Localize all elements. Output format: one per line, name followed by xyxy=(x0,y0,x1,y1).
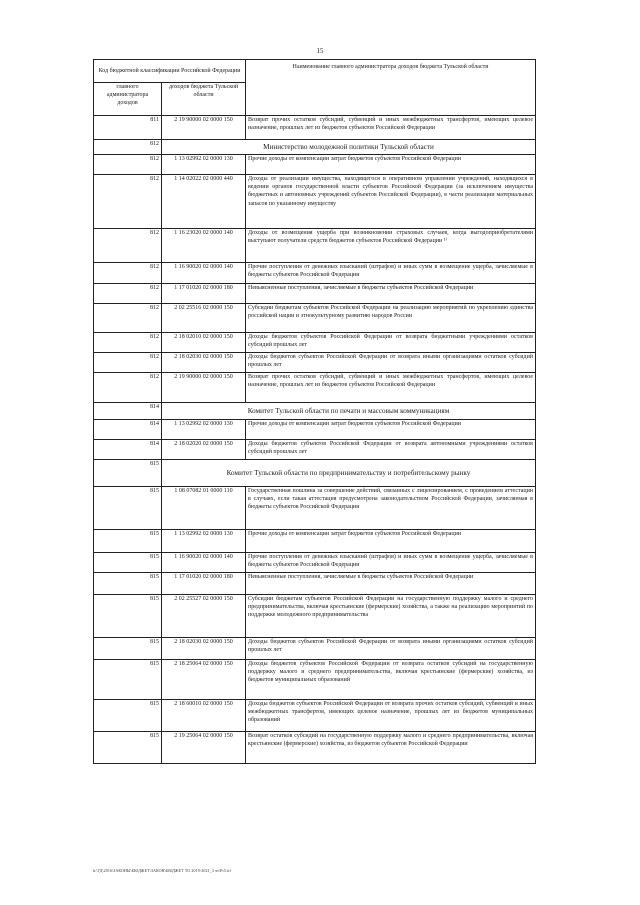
admin-code-cell: 812 xyxy=(94,373,162,403)
admin-code-cell: 815 xyxy=(94,573,162,595)
income-code-cell: 2 18 02010 02 0000 150 xyxy=(162,333,246,353)
admin-code-cell: 812 xyxy=(94,284,162,304)
table-row xyxy=(94,155,536,175)
ministry-title: Комитет Тульской области по предпринимательству и потребительскому рынку xyxy=(162,460,536,487)
income-description-cell: Прочие доходы от компенсации затрат бюджетов субъектов Российской Федерации xyxy=(246,155,536,175)
income-code-cell: 2 19 25064 02 0000 150 xyxy=(162,732,246,764)
table-row xyxy=(94,573,536,595)
table-row xyxy=(94,353,536,373)
admin-code-cell: 814 xyxy=(94,403,162,420)
admin-code-cell: 812 xyxy=(94,140,162,155)
admin-code-cell: 815 xyxy=(94,553,162,573)
ministry-title: Министерство молодежной политики Тульской области xyxy=(162,140,536,155)
income-administrators-table xyxy=(93,59,536,764)
page-number: 15 xyxy=(316,47,324,55)
admin-code-cell: 812 xyxy=(94,333,162,353)
admin-code-cell: 812 xyxy=(94,263,162,284)
income-description-cell: Субсидии бюджетам субъектов Российской Федерации на реализацию мероприятий по укреплению единства российской нации и этнокультурному развитию народов России xyxy=(246,304,536,333)
income-description-cell: Невыясненные поступления, зачисляемые в бюджеты субъектов Российской Федерации xyxy=(246,284,536,304)
header-budget-income: доходов бюджета Тульской области xyxy=(162,83,246,116)
income-description-cell: Возврат прочих остатков субсидий, субвенций и иных межбюджетных трансфертов, имеющих целевое назначение, прошлых лет из бюджетов субъектов Российской Федерации xyxy=(246,373,536,403)
income-code-cell: 2 02 25527 02 0000 150 xyxy=(162,595,246,638)
table-row xyxy=(94,304,536,333)
table-row xyxy=(94,373,536,403)
table-body xyxy=(94,116,536,764)
header-administrator-name: Наименование главного администратора доходов бюджета Тульской области xyxy=(246,60,536,116)
ministry-header-row xyxy=(94,460,536,487)
table-row xyxy=(94,638,536,660)
ministry-header-row xyxy=(94,140,536,155)
ministry-title: Комитет Тульской области по печати и массовым коммуникациям xyxy=(162,403,536,420)
admin-code-cell: 815 xyxy=(94,530,162,553)
income-description-cell: Возврат прочих остатков субсидий, субвенций и иных межбюджетных трансфертов, имеющих целевое назначение, прошлых лет из бюджетов субъектов Российской Федерации xyxy=(246,116,536,140)
income-description-cell: Доходы бюджетов субъектов Российской Федерации от возврата прочих остатков субсидий, субвенций и иных межбюджетных трансфертов, имеющих целевое назначение, прошлых лет из бюджетов муниципальных образований xyxy=(246,700,536,732)
income-description-cell: Доходы бюджетов субъектов Российской Федерации от возврата бюджетными учреждениями остатков субсидий прошлых лет xyxy=(246,333,536,353)
table-row xyxy=(94,420,536,440)
income-description-cell: Прочие поступления от денежных взысканий (штрафов) и иных сумм в возмещение ущерба, зачисляемые в бюджеты субъектов Российской Федерации xyxy=(246,263,536,284)
admin-code-cell: 815 xyxy=(94,732,162,764)
table-row xyxy=(94,530,536,553)
header-main-administrator: главного администратора доходов xyxy=(94,83,162,116)
income-code-cell: 1 16 90020 02 0000 140 xyxy=(162,553,246,573)
footer-file-path: h:\ГД\2016\ЗАКОНЫ\БЮДЖЕТ\ЗАКОН\БЮДЖЕТ ТО 2019-2021_3 чт\Pr5.tif xyxy=(93,868,231,873)
admin-code-cell: 811 xyxy=(94,116,162,140)
admin-code-cell: 812 xyxy=(94,353,162,373)
income-description-cell: Прочие доходы от компенсации затрат бюджетов субъектов Российской Федерации xyxy=(246,530,536,553)
income-code-cell: 1 13 02992 02 0000 130 xyxy=(162,420,246,440)
table-row xyxy=(94,116,536,140)
income-code-cell: 2 19 90000 02 0000 150 xyxy=(162,116,246,140)
income-description-cell: Доходы бюджетов субъектов Российской Федерации от возврата иными организациями остатков субсидий прошлых лет xyxy=(246,638,536,660)
income-code-cell: 2 18 60010 02 0000 150 xyxy=(162,700,246,732)
income-description-cell: Доходы бюджетов субъектов Российской Федерации от возврата остатков субсидий на государственную поддержку малого и среднего предпринимательства, включая крестьянские (фермерские) хозяйства, из бюджетов муниципальных образований xyxy=(246,660,536,700)
ministry-header-row xyxy=(94,403,536,420)
table-row xyxy=(94,175,536,229)
table-row xyxy=(94,284,536,304)
income-code-cell: 2 02 25516 02 0000 150 xyxy=(162,304,246,333)
income-description-cell: Доходы от реализации имущества, находящегося в оперативном управлении учреждений, находящихся в ведении органов государственной власти субъектов Российской Федерации (за исключением имущества бюджетных и автономных учреждений субъектов Российской Федерации), в части реализации материальных запасов по указанному имуществу xyxy=(246,175,536,229)
income-description-cell: Доходы бюджетов субъектов Российской Федерации от возврата иными организациями остатков субсидий прошлых лет xyxy=(246,353,536,373)
income-code-cell: 1 08 07082 01 0000 110 xyxy=(162,487,246,530)
income-code-cell: 1 14 02022 02 0000 440 xyxy=(162,175,246,229)
income-description-cell: Невыясненные поступления, зачисляемые в бюджеты субъектов Российской Федерации xyxy=(246,573,536,595)
income-code-cell: 1 16 90020 02 0000 140 xyxy=(162,263,246,284)
table-row xyxy=(94,333,536,353)
table-row xyxy=(94,553,536,573)
table-row xyxy=(94,229,536,263)
admin-code-cell: 812 xyxy=(94,304,162,333)
admin-code-cell: 815 xyxy=(94,595,162,638)
admin-code-cell: 815 xyxy=(94,700,162,732)
table-row xyxy=(94,263,536,284)
admin-code-cell: 812 xyxy=(94,155,162,175)
table-row xyxy=(94,595,536,638)
admin-code-cell: 812 xyxy=(94,175,162,229)
table-row xyxy=(94,487,536,530)
income-code-cell: 2 18 25064 02 0000 150 xyxy=(162,660,246,700)
income-description-cell: Прочие доходы от компенсации затрат бюджетов субъектов Российской Федерации xyxy=(246,420,536,440)
income-code-cell: 2 18 02030 02 0000 150 xyxy=(162,638,246,660)
income-description-cell: Прочие поступления от денежных взысканий (штрафов) и иных сумм в возмещение ущерба, зачисляемые в бюджеты субъектов Российской Федерации xyxy=(246,553,536,573)
admin-code-cell: 815 xyxy=(94,660,162,700)
income-code-cell: 1 17 01020 02 0000 180 xyxy=(162,573,246,595)
income-code-cell: 2 18 02020 02 0000 150 xyxy=(162,440,246,460)
table-header-row xyxy=(94,60,536,83)
admin-code-cell: 815 xyxy=(94,638,162,660)
admin-code-cell: 815 xyxy=(94,487,162,530)
income-code-cell: 1 13 02992 02 0000 130 xyxy=(162,530,246,553)
header-kbk: Код бюджетной классификации Российской Федерации xyxy=(94,60,246,83)
income-description-cell: Доходы бюджетов субъектов Российской Федерации от возврата автономными учреждениями остатков субсидий прошлых лет xyxy=(246,440,536,460)
income-description-cell: Государственная пошлина за совершение действий, связанных с лицензированием, с проведением аттестации в случаях, если такая аттестация предусмотрена законодательством Российской Федерации, зачисляемая в бюджеты субъектов Российской Федерации xyxy=(246,487,536,530)
admin-code-cell: 815 xyxy=(94,460,162,487)
income-code-cell: 1 17 01020 02 0000 180 xyxy=(162,284,246,304)
admin-code-cell: 814 xyxy=(94,420,162,440)
admin-code-cell: 814 xyxy=(94,440,162,460)
income-description-cell: Возврат остатков субсидий на государственную поддержку малого и среднего предпринимательства, включая крестьянские (фермерские) хозяйства, из бюджетов субъектов Российской Федерации xyxy=(246,732,536,764)
table-row xyxy=(94,700,536,732)
table-row xyxy=(94,732,536,764)
admin-code-cell: 812 xyxy=(94,229,162,263)
income-code-cell: 2 19 90000 02 0000 150 xyxy=(162,373,246,403)
table-row xyxy=(94,440,536,460)
income-code-cell: 2 18 02030 02 0000 150 xyxy=(162,353,246,373)
income-description-cell: Доходы от возмещения ущерба при возникновении страховых случаев, когда выгодоприобретателями выступают получатели средств бюджетов субъектов Российской Федерации ¹⁾ xyxy=(246,229,536,263)
income-code-cell: 1 13 02992 02 0000 130 xyxy=(162,155,246,175)
income-code-cell: 1 16 23020 02 0000 140 xyxy=(162,229,246,263)
income-description-cell: Субсидии бюджетам субъектов Российской Федерации на государственную поддержку малого и среднего предпринимательства, включая крестьянские (фермерские) хозяйства, а также на реализацию мероприятий по поддержке молодежного предпринимательства xyxy=(246,595,536,638)
table-row xyxy=(94,660,536,700)
